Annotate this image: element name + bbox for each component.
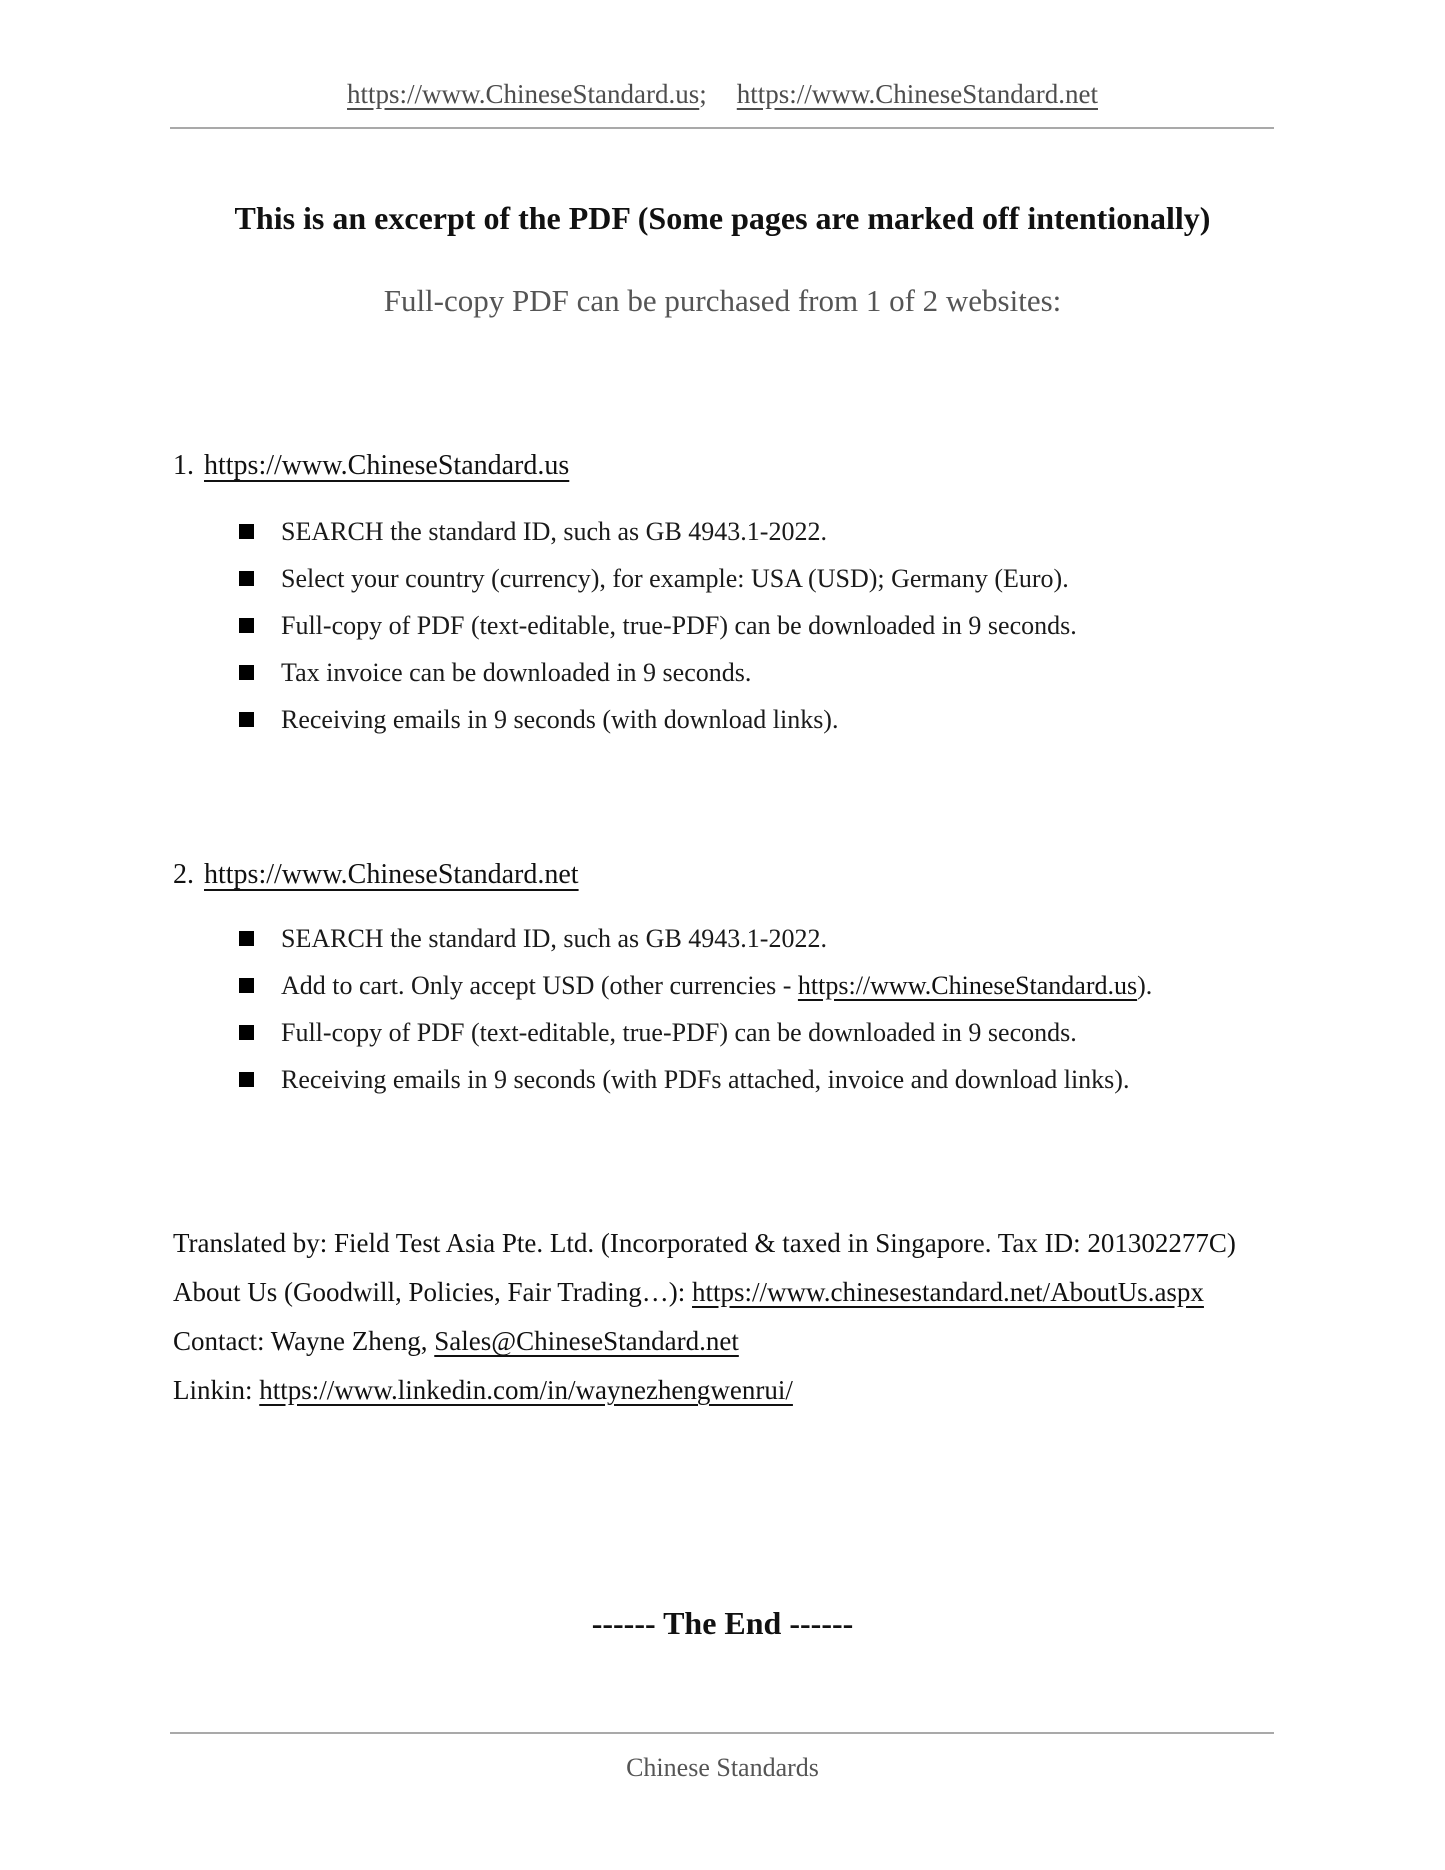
list-item xyxy=(173,915,1152,962)
bullet-inline-link[interactable]: https://www.ChineseStandard.us xyxy=(797,971,1138,1000)
section-2-heading xyxy=(173,857,579,893)
square-bullet-icon xyxy=(239,712,254,727)
bullet-text: Receiving emails in 9 seconds (with download links). xyxy=(281,705,839,734)
bullet-text: Receiving emails in 9 seconds (with PDFs attached, invoice and download links). xyxy=(281,1065,1130,1094)
about-us-line xyxy=(173,1268,1236,1317)
about-us-link[interactable]: https://www.chinesestandard.net/AboutUs.aspx xyxy=(692,1277,1204,1307)
section-1-link[interactable]: https://www.ChineseStandard.us xyxy=(204,450,570,481)
list-item xyxy=(173,962,1152,1009)
square-bullet-icon xyxy=(239,524,254,539)
footer-divider xyxy=(170,1732,1274,1734)
header-divider xyxy=(170,127,1274,129)
section-1-heading xyxy=(173,448,569,484)
list-item xyxy=(173,602,1077,649)
square-bullet-icon xyxy=(239,665,254,680)
section-1-bullet-list xyxy=(173,508,1077,743)
bullet-text: Select your country (currency), for example: USA (USD); Germany (Euro). xyxy=(281,564,1069,593)
section-1-number: 1. xyxy=(173,450,194,481)
section-2-link[interactable]: https://www.ChineseStandard.net xyxy=(204,859,579,890)
list-item xyxy=(173,1056,1152,1103)
square-bullet-icon xyxy=(239,1072,254,1087)
header-link-us[interactable]: https://www.ChineseStandard.us xyxy=(347,79,700,109)
square-bullet-icon xyxy=(239,978,254,993)
list-item xyxy=(173,1009,1152,1056)
contact-label: Contact: Wayne Zheng, xyxy=(173,1326,435,1356)
page-title: This is an excerpt of the PDF (Some pages are marked off intentionally) xyxy=(234,200,1211,236)
bullet-text: SEARCH the standard ID, such as GB 4943.1-2022. xyxy=(281,517,827,546)
square-bullet-icon xyxy=(239,1025,254,1040)
list-item xyxy=(173,508,1077,555)
square-bullet-icon xyxy=(239,931,254,946)
linkedin-line xyxy=(173,1366,1236,1415)
page-subtitle: Full-copy PDF can be purchased from 1 of 2 websites: xyxy=(383,283,1062,318)
sales-email-link[interactable]: Sales@ChineseStandard.net xyxy=(434,1326,739,1356)
header xyxy=(0,76,1445,112)
header-separator: ; xyxy=(699,79,707,109)
square-bullet-icon xyxy=(239,571,254,586)
header-link-net[interactable]: https://www.ChineseStandard.net xyxy=(736,79,1098,109)
footer-label: Chinese Standards xyxy=(626,1753,819,1782)
bullet-text: Full-copy of PDF (text-editable, true-PDF) can be downloaded in 9 seconds. xyxy=(281,611,1077,640)
bullet-text: Tax invoice can be downloaded in 9 seconds. xyxy=(281,658,752,687)
bullet-text: Add to cart. Only accept USD (other currencies - xyxy=(281,971,798,1000)
bullet-text: SEARCH the standard ID, such as GB 4943.1-2022. xyxy=(281,924,827,953)
bullet-text: Full-copy of PDF (text-editable, true-PDF) can be downloaded in 9 seconds. xyxy=(281,1018,1077,1047)
linkedin-label: Linkin: xyxy=(173,1375,260,1405)
section-2-number: 2. xyxy=(173,859,194,890)
list-item xyxy=(173,649,1077,696)
list-item xyxy=(173,696,1077,743)
section-2-bullet-list xyxy=(173,915,1152,1103)
translated-by-line: Translated by: Field Test Asia Pte. Ltd. (Incorporated & taxed in Singapore. Tax ID: 201302277C) xyxy=(173,1228,1236,1258)
about-us-label: About Us (Goodwill, Policies, Fair Trading…): xyxy=(173,1277,693,1307)
contact-line xyxy=(173,1317,1236,1366)
square-bullet-icon xyxy=(239,618,254,633)
linkedin-link[interactable]: https://www.linkedin.com/in/waynezhengwenrui/ xyxy=(259,1375,793,1405)
end-marker: ------ The End ------ xyxy=(591,1605,854,1641)
bullet-text: ). xyxy=(1137,971,1153,1000)
about-block xyxy=(173,1219,1236,1415)
list-item xyxy=(173,555,1077,602)
